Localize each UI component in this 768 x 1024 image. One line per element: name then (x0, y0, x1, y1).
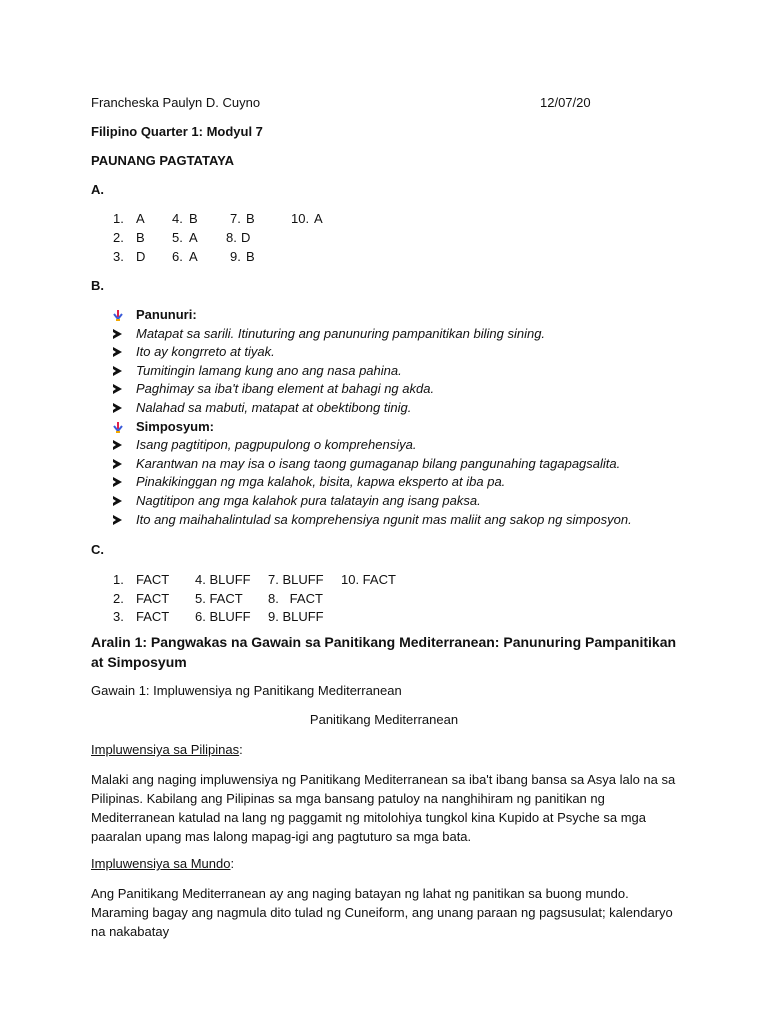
list-item (113, 492, 632, 511)
list-item-text: Nagtitipon ang mga kalahok pura talatayin ang isang paksa. (136, 492, 481, 508)
item-number: 6. (172, 249, 183, 264)
item-number: 1. (113, 572, 124, 587)
part-b-label: B. (91, 278, 104, 293)
part-a-label: A. (91, 182, 104, 197)
list-item-text: Tumitingin lamang kung ano ang nasa pahina. (136, 362, 402, 378)
item-answer: 7. BLUFF (268, 572, 324, 587)
arrow-bullet-icon (113, 473, 129, 493)
item-answer: A (189, 230, 198, 245)
item-answer: A (314, 211, 323, 226)
list-item-text: Paghimay sa iba't ibang element at bahagi ng akda. (136, 381, 435, 397)
list-heading (113, 418, 632, 437)
date: 12/07/20 (540, 95, 591, 110)
list-item (113, 343, 632, 362)
arrow-bullet-icon (113, 436, 129, 456)
list-item-text: Ito ay kongrreto at tiyak. (136, 344, 275, 360)
list-item-text: Karantwan na may isa o isang taong gumaganap bilang pangunahing tagapagsalita. (136, 455, 621, 471)
item-answer: 9. BLUFF (268, 609, 324, 624)
item-answer: A (136, 211, 145, 226)
item-number: 3. (113, 609, 124, 624)
list-item-text: Simposyum: (136, 418, 215, 434)
item-answer: D (136, 249, 146, 264)
item-number: 9. (230, 249, 241, 264)
item-answer: A (189, 249, 198, 264)
item-answer: FACT (136, 591, 170, 606)
arrow-bullet-icon (113, 492, 129, 512)
item-number: 7. (230, 211, 241, 226)
item-answer: 8. FACT (268, 591, 323, 606)
arrow-bullet-icon (113, 455, 129, 475)
list-item-text: Panunuri: (136, 307, 197, 322)
pilipinas-heading (91, 742, 243, 757)
gawain-title: Gawain 1: Impluwensiya ng Panitikang Mediterranean (91, 683, 402, 698)
item-answer: 10. FACT (341, 572, 396, 587)
item-answer: B (246, 249, 255, 264)
mundo-heading (91, 856, 234, 871)
item-number: 10. (291, 211, 310, 226)
list-item (113, 399, 632, 418)
panitikang-title: Panitikang Mediterranean (309, 712, 459, 727)
part-b-list (113, 306, 632, 529)
list-item (113, 325, 632, 344)
arrow-bullet-icon (113, 399, 129, 419)
arrow-bullet-icon (113, 380, 129, 400)
item-number: 3. (113, 249, 124, 264)
item-answer: B (189, 211, 198, 226)
item-answer: B (136, 230, 145, 245)
item-answer: FACT (136, 572, 170, 587)
item-number: 2. (113, 230, 124, 245)
item-answer: FACT (136, 609, 170, 624)
arrow-bullet-icon (113, 325, 129, 345)
item-number: 1. (113, 211, 124, 226)
item-answer: D (241, 230, 251, 245)
list-item (113, 511, 632, 530)
mundo-paragraph: Ang Panitikang Mediterranean ay ang naging batayan ng lahat ng panitikan sa buong mundo. Maraming bagay ang nagmula dito tulad ng Cuneiform, ang unang paraan ng pagsusulat; kalendaryo na nakabatay (91, 886, 673, 939)
list-heading (113, 306, 632, 325)
student-name: Francheska Paulyn D. Cuyno (91, 95, 261, 110)
list-item (113, 362, 632, 381)
subject-title: Filipino Quarter 1: Modyul 7 (91, 124, 263, 139)
mundo-heading-colon: : (230, 856, 235, 871)
arrow-bullet-icon (113, 343, 129, 363)
list-item-text: Pinakikinggan ng mga kalahok, bisita, kapwa eksperto at iba pa. (136, 474, 506, 490)
item-answer: B (246, 211, 255, 226)
pilipinas-heading-colon: : (239, 742, 243, 757)
pilipinas-heading-text: Impluwensiya sa Pilipinas (91, 742, 240, 757)
arrow-bullet-icon (113, 511, 129, 531)
swirl-bullet-icon (113, 418, 129, 437)
list-item-text: Ito ang maihahalintulad sa komprehensiya ngunit mas maliit ang sakop ng simposyon. (136, 511, 632, 527)
part-c-label: C. (91, 542, 104, 557)
list-item (113, 473, 632, 492)
item-number: 2. (113, 591, 124, 606)
item-number: 5. (172, 230, 183, 245)
list-item (113, 436, 632, 455)
item-number: 8. (226, 230, 237, 245)
item-answer: 5. FACT (195, 591, 243, 606)
swirl-bullet-icon (113, 306, 129, 325)
aralin-heading: Aralin 1: Pangwakas na Gawain sa Panitikang Mediterranean: Panunuring Pampanitikan at Simposyum (91, 634, 677, 670)
pilipinas-paragraph: Malaki ang naging impluwensiya ng Panitikang Mediterranean sa iba't ibang bansa sa Asya lalo na sa Pilipinas. Kabilang ang Pilipinas sa mga bansang patuloy na nanghihiram ng panitikan ng Mediterranean katulad na lang ng paggamit ng mitolohiya tungkol kina Kupido at Psyche sa mga paaralan upang mas lalong mapag-igi ang pagtuturo sa mga bata. (91, 772, 676, 844)
list-item (113, 380, 632, 399)
list-item-text: Isang pagtitipon, pagpupulong o komprehensiya. (136, 437, 417, 453)
mundo-heading-text: Impluwensiya sa Mundo (91, 856, 231, 871)
list-item-text: Matapat sa sarili. Itinuturing ang panunuring pampanitikan biling sining. (136, 325, 546, 341)
arrow-bullet-icon (113, 362, 129, 382)
item-answer: 6. BLUFF (195, 609, 251, 624)
list-item-text: Nalahad sa mabuti, matapat at obektibong tinig. (136, 399, 412, 415)
section-title: PAUNANG PAGTATAYA (91, 153, 235, 168)
item-answer: 4. BLUFF (195, 572, 251, 587)
item-number: 4. (172, 211, 183, 226)
list-item (113, 455, 632, 474)
